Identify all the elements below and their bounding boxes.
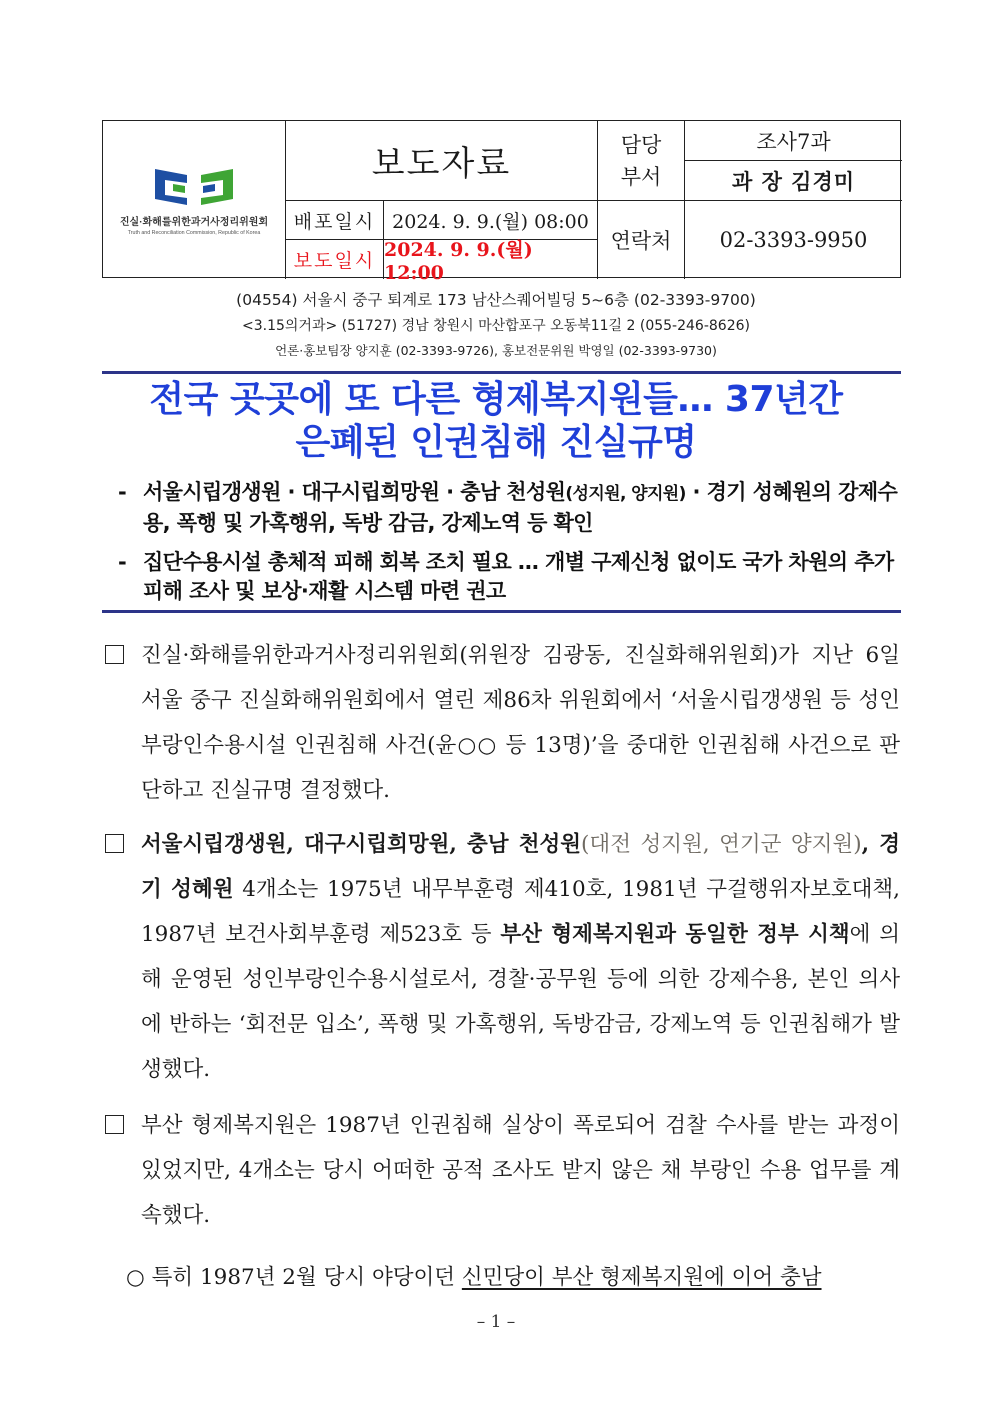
headline-line-2: 은폐된 인권침해 진실규명 xyxy=(295,422,697,463)
text: 특히 1987년 2월 당시 야당이던 xyxy=(144,1265,462,1290)
subhead-dash: - xyxy=(118,550,127,574)
dept-name: 조사7과 xyxy=(685,121,902,161)
parenthetical: (대전 성지원, 연기군 양지원) xyxy=(581,832,862,857)
org-name-english: Truth and Reconciliation Commission, Republic of Korea xyxy=(127,229,261,236)
dept-head: 과 장 김경미 xyxy=(685,161,902,201)
release-datetime: 2024. 9. 9.(월) 12:00 xyxy=(384,240,598,279)
text: 4개소는 1975년 내무부훈령 제410호, 1981년 구걸행위자보호대책, 1987년 보건사회부훈령 제523호 등 xyxy=(141,877,900,947)
square-bullet-icon xyxy=(105,834,124,853)
text: 에 의해 운영된 성인부랑인수용시설로서, 경찰·공무원 등에 의한 강제수용, 본인 의사에 반하는 ‘회전문 입소’, 폭행 및 가혹행위, 독방감금, 강제노역 등 인권침해가 발생했다. xyxy=(141,922,900,1082)
circle-bullet-icon: ○ xyxy=(126,1265,145,1290)
paragraph-1 xyxy=(105,633,900,813)
page-number: – 1 – xyxy=(476,1312,516,1332)
emphasis: 부산 형제복지원과 동일한 정부 시책 xyxy=(500,922,850,947)
distribute-datetime: 2024. 9. 9.(월) 08:00 xyxy=(384,201,598,240)
square-bullet-icon xyxy=(105,1115,124,1134)
subhead-text-part: · 경기 성혜원의 강제수용, 폭행 및 가혹행위, 독방 감금, 강제노역 등 확인 xyxy=(143,480,898,535)
contact-label: 연락처 xyxy=(598,201,685,279)
paragraph-3 xyxy=(105,1103,900,1238)
document-title: 보도자료 xyxy=(286,121,598,201)
dept-label-line2: 부서 xyxy=(620,164,662,189)
release-label: 보도일시 xyxy=(286,240,384,279)
square-bullet-icon xyxy=(105,645,124,664)
subhead-text xyxy=(118,478,903,538)
paragraph-text: 부산 형제복지원은 1987년 인권침해 실상이 폭로되어 검찰 수사를 받는 과정이 있었지만, 4개소는 당시 어떠한 공적 조사도 받지 않은 채 부랑인 수용 업무를 계속했다. xyxy=(141,1113,900,1228)
headline-bottom-rule xyxy=(102,610,901,613)
emphasis: , 경기 성혜원 xyxy=(141,832,900,902)
paragraph-2 xyxy=(105,822,900,1092)
distribute-label: 배포일시 xyxy=(286,201,384,240)
subhead-1 xyxy=(118,478,903,538)
commission-logo-icon xyxy=(151,165,237,209)
subhead-text-small: (성지원, 양지원) xyxy=(565,484,686,504)
subhead-dash: - xyxy=(118,480,127,504)
headline-line-1: 전국 곳곳에 또 다른 형제복지원들… 37년간 xyxy=(149,379,843,420)
paragraph-text: 진실·화해를위한과거사정리위원회(위원장 김광동, 진실화해위원회)가 지난 6일 서울 중구 진실화해위원회에서 열린 제86차 위원회에서 ‘서울시립갱생원 등 성인부랑인수용시설 인권침해 사건(윤○○ 등 13명)’을 중대한 인권침해 사건으로 판단하고 진실규명 결정했다. xyxy=(141,643,900,803)
paragraph-4 xyxy=(126,1255,906,1300)
headline-top-rule xyxy=(102,371,901,374)
press-contacts: 언론·홍보팀장 양지훈 (02-3393-9726), 홍보전문위원 박영일 (02-3393-9730) xyxy=(275,343,717,358)
contact-phone: 02-3393-9950 xyxy=(719,228,868,252)
address-line-seoul: (04554) 서울시 중구 퇴계로 173 남산스퀘어빌딩 5~6층 (02-3393-9700) xyxy=(236,291,756,309)
address-line-changwon: <3.15의거과> (51727) 경남 창원시 마산합포구 오동북11길 2 (055-246-8626) xyxy=(242,318,750,334)
dept-label xyxy=(598,121,685,201)
press-release-header-table xyxy=(102,120,901,284)
paragraph-text xyxy=(105,822,900,1092)
headline xyxy=(0,378,992,464)
subhead-text-part: 서울시립갱생원 · 대구시립희망원 · 충남 천성원 xyxy=(143,480,566,504)
underlined-text: 신민당이 부산 형제복지원에 이어 충남 xyxy=(461,1265,822,1290)
subhead-text: 집단수용시설 총체적 피해 회복 조치 필요 … 개별 구제신청 없이도 국가 차원의 추가 피해 조사 및 보상·재활 시스템 마련 권고 xyxy=(143,550,894,603)
dept-label-line1: 담당 xyxy=(620,132,662,157)
subhead-2 xyxy=(118,548,903,606)
org-name: 진실·화해를위한과거사정리위원회 xyxy=(119,216,269,228)
emphasis: 서울시립갱생원, 대구시립희망원, 충남 천성원 xyxy=(141,832,582,857)
logo-cell xyxy=(103,121,286,279)
